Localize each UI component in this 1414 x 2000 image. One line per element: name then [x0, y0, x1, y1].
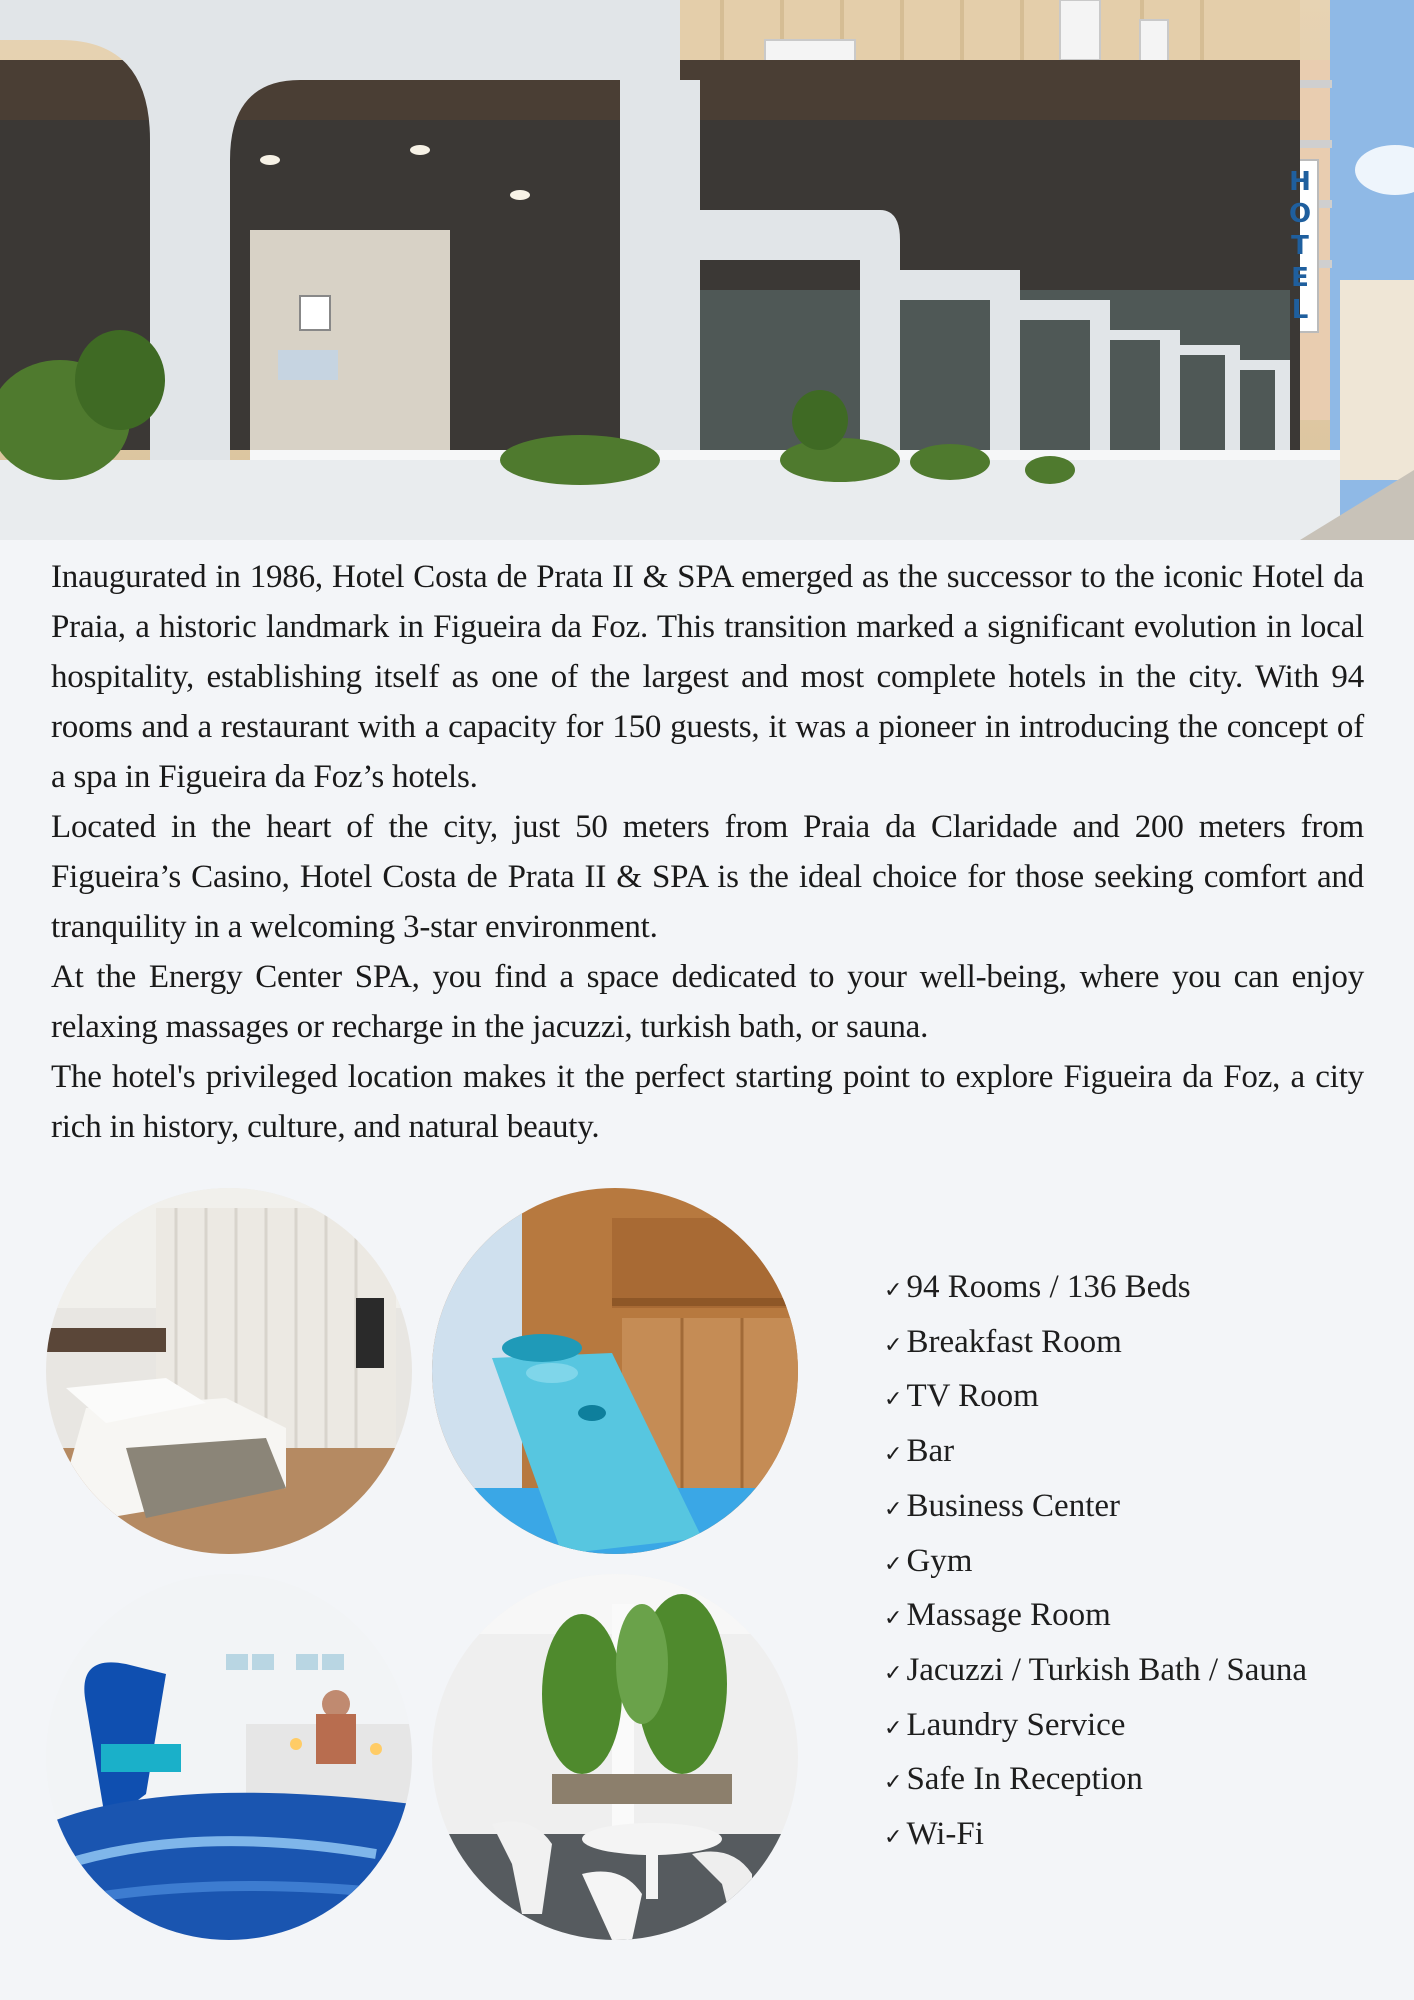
check-icon: ✓ — [884, 1770, 903, 1796]
amenity-label: Bar — [906, 1433, 955, 1470]
amenity-label: 94 Rooms / 136 Beds — [906, 1269, 1191, 1305]
lounge-photo — [432, 1574, 798, 1940]
sign-letter: H — [1289, 167, 1311, 197]
amenity-item — [884, 1371, 1364, 1426]
amenity-label: TV Room — [906, 1378, 1039, 1415]
amenity-item — [884, 1809, 1364, 1864]
amenity-item — [884, 1481, 1364, 1536]
check-icon: ✓ — [884, 1715, 903, 1741]
hotel-sign-text — [1282, 166, 1318, 326]
sign-letter: L — [1291, 295, 1309, 325]
description-paragraph: The hotel's privileged location makes it the perfect starting point to explore Figueira da Foz, a city rich in history, culture, and natural beauty. — [51, 1059, 1364, 1145]
amenity-label: Jacuzzi / Turkish Bath / Sauna — [906, 1651, 1307, 1688]
amenity-item — [884, 1426, 1364, 1481]
amenity-item — [884, 1317, 1364, 1372]
description-paragraph: Located in the heart of the city, just 50 meters from Praia da Claridade and 200 meters from Figueira’s Casino, Hotel Costa de Prata II & SPA is the ideal choice for those seeking comfort and tranquility in a welcoming 3-star environment. — [51, 809, 1364, 945]
amenity-label: Laundry Service — [906, 1706, 1126, 1743]
amenities-list — [884, 1262, 1364, 1864]
sign-letter: O — [1288, 199, 1312, 229]
check-icon: ✓ — [884, 1551, 903, 1577]
jacuzzi-photo — [46, 1574, 412, 1940]
amenity-label: Safe In Reception — [906, 1761, 1143, 1798]
check-icon: ✓ — [884, 1278, 903, 1303]
description-paragraph: At the Energy Center SPA, you find a space dedicated to your well-being, where you can enjoy relaxing massages or recharge in the jacuzzi, turkish bath, or sauna. — [51, 959, 1364, 1045]
check-icon: ✓ — [884, 1387, 903, 1413]
amenity-item — [884, 1754, 1364, 1809]
amenity-item — [884, 1645, 1364, 1700]
amenity-label: Gym — [906, 1542, 973, 1579]
hotel-facade-photo — [0, 0, 1414, 540]
amenity-label: Business Center — [906, 1487, 1121, 1524]
check-icon: ✓ — [884, 1825, 903, 1851]
amenity-item — [884, 1700, 1364, 1755]
check-icon: ✓ — [884, 1496, 903, 1522]
amenity-item — [884, 1262, 1364, 1317]
sign-letter: T — [1291, 231, 1309, 261]
sign-letter: E — [1291, 263, 1309, 293]
check-icon: ✓ — [884, 1660, 903, 1686]
check-icon: ✓ — [884, 1442, 903, 1468]
description-paragraph: Inaugurated in 1986, Hotel Costa de Prata II & SPA emerged as the successor to the iconic Hotel da Praia, a historic landmark in Figueira da Foz. This transition marked a significant evolution in local hospitality, establishing itself as one of the largest and most complete hotels in the city. With 94 rooms and a restaurant with a capacity for 150 guests, it was a pioneer in introducing the concept of a spa in Figueira da Foz’s hotels. — [51, 559, 1364, 795]
bedroom-photo — [46, 1188, 412, 1554]
check-icon: ✓ — [884, 1332, 903, 1358]
amenity-label: Wi-Fi — [906, 1816, 984, 1853]
amenity-label: Breakfast Room — [906, 1323, 1122, 1360]
amenity-item — [884, 1590, 1364, 1645]
hotel-description — [51, 552, 1364, 1152]
amenity-label: Massage Room — [906, 1597, 1111, 1634]
massage-room-photo — [432, 1188, 798, 1554]
check-icon: ✓ — [884, 1606, 903, 1632]
amenity-item — [884, 1536, 1364, 1591]
